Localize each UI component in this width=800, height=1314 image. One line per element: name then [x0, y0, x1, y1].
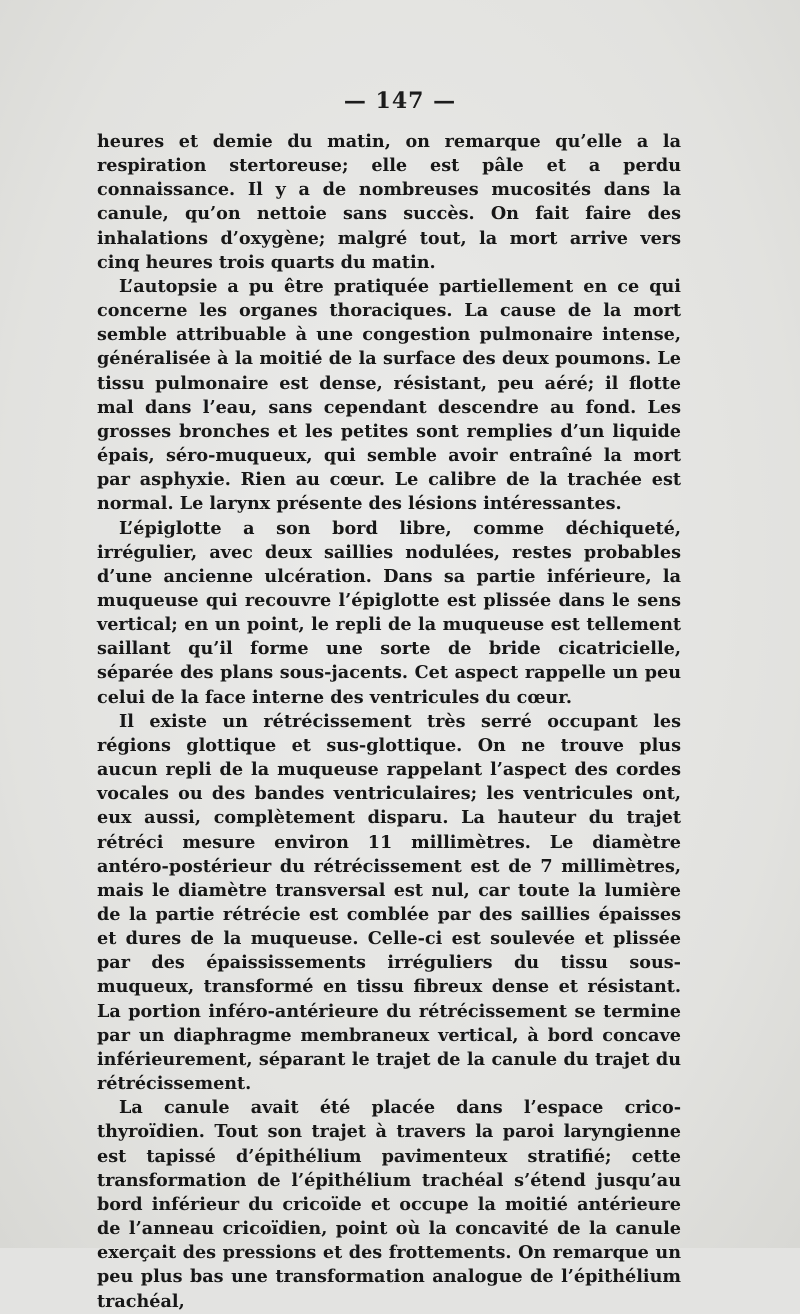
paragraph-4: Il existe un rétrécissement très serré occupant les régions glottique et sus-glottique. On ne trouve plus aucun repli de la muqueuse rappelant l’aspect des cordes vocales ou des bandes ventriculaires; les ventricules ont, eux aussi, complètement disparu. La hauteur du trajet rétréci mesure environ 11 millimètres. Le diamètre antéro-postérieur du rétrécissement est de 7 millimètres, mais le diamètre transversal est nul, car toute la lumière de la partie rétrécie est comblée par des saillies épaisses et dures de la muqueuse. Celle-ci est soulevée et plissée par des épaississements irréguliers du tissu sous-muqueux, transformé en tissu fibreux dense et résistant. La portion inféro-antérieure du rétrécissement se termine par un diaphragme membraneux vertical, à bord concave inférieurement, séparant le trajet de la canule du trajet du rétrécissement. — [97, 710, 681, 1095]
page-number: — 147 — — [343, 88, 457, 114]
paragraph-3: L’épiglotte a son bord libre, comme déchiqueté, irrégulier, avec deux saillies nodulées, restes probables d’une ancienne ulcération. Dans sa partie inférieure, la muqueuse qui recouvre l’épiglotte est plissée dans le sens vertical; en un point, le repli de la muqueuse est tellement saillant qu’il forme une sorte de bride cicatricielle, séparée des plans sous-jacents. Cet aspect rappelle un peu celui de la face interne des ventricules du cœur. — [97, 517, 681, 708]
paragraph-5: La canule avait été placée dans l’espace crico-thyroïdien. Tout son trajet à travers la paroi laryngienne est tapissé d’épithélium pavimenteux stratifié; cette transformation de l’épithélium trachéal s’étend jusqu’au bord inférieur du cricoïde et occupe la moitié antérieure de l’anneau cricoïdien, point où la concavité de la canule exerçait des pressions et des frottements. On remarque un peu plus bas une transformation analogue de l’épithélium trachéal, — [97, 1097, 681, 1312]
paragraph-1: heures et demie du matin, on remarque qu’elle a la respiration stertoreuse; elle est pâle et a perdu connaissance. Il y a de nombreuses mucosités dans la canule, qu’on nettoie sans succès. On fait faire des inhalations d’oxygène; malgré tout, la mort arrive vers cinq heures trois quarts du matin. — [97, 131, 681, 273]
paragraph-2: L’autopsie a pu être pratiquée partiellement en ce qui concerne les organes thoraciques. La cause de la mort semble attribuable à une congestion pulmonaire intense, généralisée à la moitié de la surface des deux poumons. Le tissu pulmonaire est dense, résistant, peu aéré; il flotte mal dans l’eau, sans cependant descendre au fond. Les grosses bronches et les petites sont remplies d’un liquide épais, séro-muqueux, qui semble avoir entraîné la mort par asphyxie. Rien au cœur. Le calibre de la trachée est normal. Le larynx présente des lésions intéressantes. — [97, 275, 681, 515]
body-text — [97, 130, 681, 1314]
